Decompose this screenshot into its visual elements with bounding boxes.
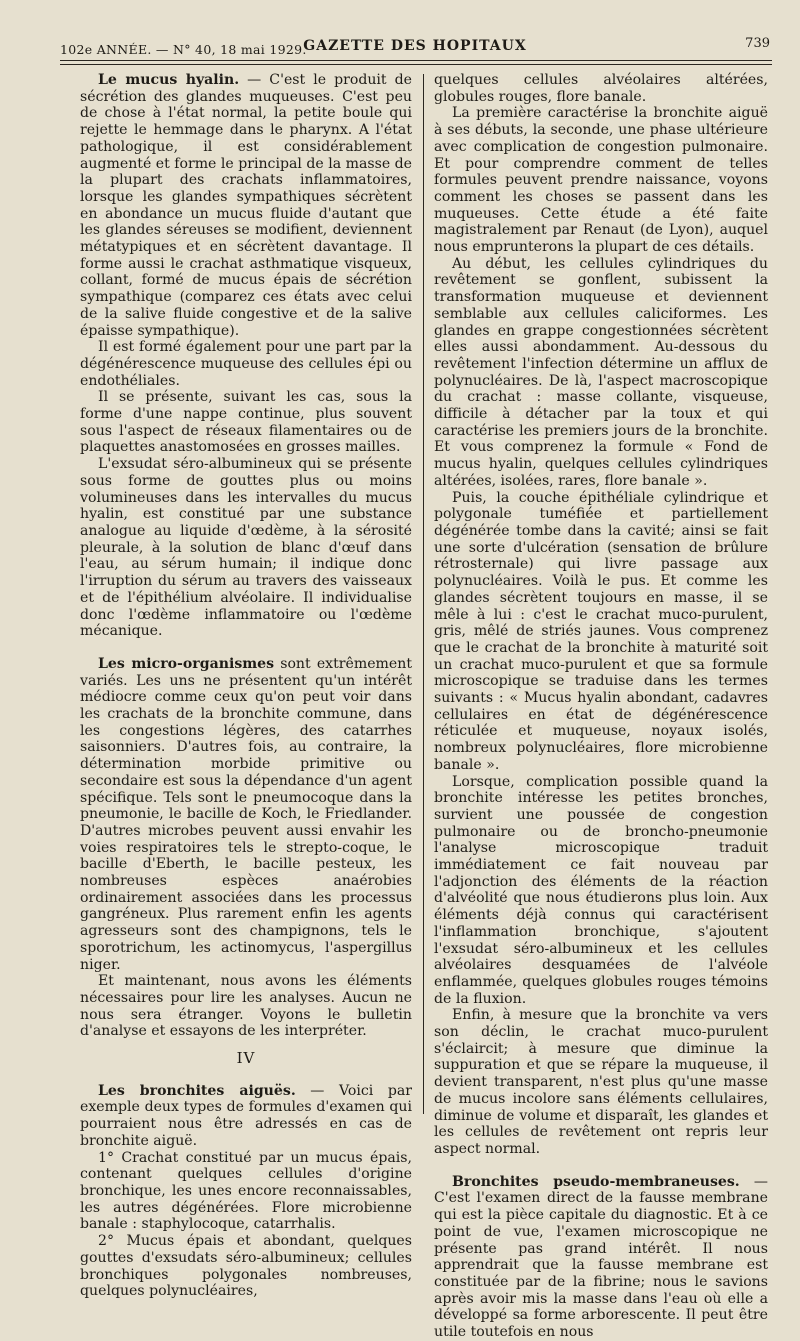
paragraph [434,1007,768,1157]
paragraph-text: Il se présente, suivant les cas, sous la forme d'une nappe continue, plus souvent sous l'aspect de réseaux filamentaires ou de plaquettes anastomosées en grosses mailles. [80,389,412,456]
paragraph [80,389,412,456]
paragraph-text: — C'est l'examen direct de la fausse membrane qui est la pièce capitale du diagnostic. Et à ce point de vue, l'examen microscopique ne présente pas grand intérêt. Il nous apprendrait que la fausse membrane est constituée par de la fibrine; nous le savions après avoir mis la masse dans l'eau où elle a développé sa forme arborescente. Il peut être utile toutefois en nous [434,1173,768,1341]
header-rule [60,60,772,61]
right-column [434,72,768,1341]
paragraph-lead: Bronchites pseudo-membraneuses. [452,1173,740,1190]
paragraph [80,973,412,1040]
paragraph-lead: Le mucus hyalin. [98,72,240,88]
page-header [60,34,770,62]
paragraph [80,1150,412,1234]
paragraph [434,72,768,105]
paragraph-text: Enfin, à mesure que la bronchite va vers son déclin, le crachat muco-purulent s'éclaircit; à mesure que diminue la suppuration et que se répare la muqueuse, il devient transparent, n'est plus qu'une masse de mucus incolore sans éléments cellulaires, diminue de volume et disparaît, les glandes et les cellules de revêtement ont repris leur aspect normal. [434,1007,768,1157]
paragraph-text: Au début, les cellules cylindriques du revêtement se gonflent, subissent la transformation muqueuse et deviennent semblable aux cellules caliciformes. Les glandes en grappe congestionnées sécrètent elles aussi abondamment. Au-dessous du revêtement l'infection détermine un afflux de polynucléaires. De là, l'aspect macroscopique du crachat : masse collante, visqueuse, difficile à détacher par la toux et qui caractérise les premiers jours de la bronchite. Et vous comprenez la formule « Fond de mucus hyalin, quelques cellules cylindriques altérées, isolées, rares, flore banale ». [434,255,768,489]
column-separator [423,74,424,1114]
paragraph-text: La première caractérise la bronchite aiguë à ses débuts, la seconde, une phase ultérieure avec complication de congestion pulmonaire. Et pour comprendre comment de telles formules peuvent prendre naissance, voyons comment les choses se passent dans les muqueuses. Cette étude a été faite magistralement par Renaut (de Lyon), auquel nous emprunterons la plupart de ces détails. [434,105,768,256]
paragraph [80,456,412,640]
left-column [80,72,412,1300]
paragraph-lead: Les micro-organismes [98,655,275,672]
paragraph-lead: Les bronchites aiguës. [98,1082,296,1099]
paragraph-text: Puis, la couche épithéliale cylindrique et polygonale tuméfiée et partiellement dégénérée tombe dans la cavité; ainsi se fait une sorte d'ulcération (sensation de brûlure rétrosternale) qui livre passage aux polynucléaires. Voilà le pus. Et comme les glandes sécrètent toujours en masse, il se mêle à lui : c'est le crachat muco-purulent, gris, mêlé de striés jaunes. Vous comprenez que le crachat de la bronchite à maturité soit un crachat muco-purulent et que sa formule microscopique se traduise dans les termes suivants : « Mucus hyalin abondant, cadavres cellulaires en état de dégénérescence réticulée et muqueuse, noyaux isolés, nombreux polynucléaires, flore microbienne banale ». [434,489,768,773]
paragraph-text: Et maintenant, nous avons les éléments nécessaires pour lire les analyses. Aucun ne nous sera étranger. Voyons le bulletin d'analyse et essayons de les interpréter. [80,973,412,1040]
page-number: 739 [745,36,770,51]
paragraph [434,256,768,490]
paragraph [80,1233,412,1300]
paragraph-text: 1° Crachat constitué par un mucus épais, contenant quelques cellules d'origine bronchique, les unes encore reconnaissables, les autres dégénérées. Flore microbienne banale : staphylocoque, catarrhalis. [80,1149,412,1233]
paragraph-text: 2° Mucus épais et abondant, quelques gouttes d'exsudats séro-albumineux; cellules bronchiques polygonales nombreuses, quelques polynucléaires, [80,1233,412,1300]
header-rule-thin [60,64,772,65]
paragraph-text: L'exsudat séro-albumineux qui se présente sous forme de gouttes plus ou moins volumineuses dans les intervalles du mucus hyalin, est constitué par une substance analogue au liquide d'œdème, à la sérosité pleurale, à la solution de blanc d'œuf dans l'eau, au sérum humain; il indique donc l'irruption du sérum au travers des vaisseaux et de l'épithélium alvéolaire. Il individualise donc l'œdème inflammatoire ou l'œdème mécanique. [80,456,412,640]
section-heading: IV [236,1049,256,1068]
paragraph [434,774,768,1008]
paragraph [434,105,768,255]
paragraph [434,490,768,774]
paragraph [80,1083,412,1150]
issue-info: 102e ANNÉE. — N° 40, 18 mai 1929. [60,42,307,57]
paragraph-text: Il est formé également pour une part par la dégénérescence muqueuse des cellules épi ou endothéliales. [80,339,412,389]
paragraph-text: — C'est le produit de sécrétion des glandes muqueuses. C'est peu de chose à l'état normal, la petite boule qui rejette le hemmage dans le pharynx. A l'état pathologique, il est considérablement augmenté et forme le principal de la masse de la plupart des crachats inflammatoires, lorsque les glandes sympathiques sécrètent en abondance un mucus fluide d'autant que les glandes séreuses se modifient, deviennent métatypiques et en sécrètent davantage. Il forme aussi le crachat asthmatique visqueux, collant, formé de mucus épais de sécrétion sympathique (comparez ces états avec celui de la salive fluide congestive et de la salive épaisse sympathique). [80,72,413,339]
journal-title: GAZETTE DES HOPITAUX [303,38,527,54]
paragraph-text: — Voici par exemple deux types de formules d'examen qui pourraient nous être adressés en cas de bronchite aiguë. [80,1082,412,1149]
paragraph [80,339,412,389]
paragraph-text: quelques cellules alvéolaires altérées, globules rouges, flore banale. [434,72,768,105]
paragraph-text: Lorsque, complication possible quand la bronchite intéresse les petites bronches, survient une poussée de congestion pulmonaire ou de broncho-pneumonie l'analyse microscopique traduit immédiatement ce fait nouveau par l'adjonction des éléments de la réaction d'alvéolité que nous étudierons plus loin. Aux éléments déjà connus qui caractérisent l'inflammation bronchique, s'ajoutent l'exsudat séro-albumineux et les cellules alvéolaires desquamées de l'alvéole enflammée, quelques globules rouges témoins de la fluxion. [434,773,768,1007]
paragraph [80,656,412,973]
paragraph-text: sont extrêmement variés. Les uns ne présentent qu'un intérêt médiocre comme ceux qu'on peut voir dans les crachats de la bronchite commune, dans les congestions légères, des catarrhes saisonniers. D'autres fois, au contraire, la détermination morbide primitive ou secondaire est sous la dépendance d'un agent spécifique. Tels sont le pneumocoque dans la pneumonie, le bacille de Koch, le Friedlander. D'autres microbes peuvent aussi envahir les voies respiratoires tels le strepto-coque, le bacille d'Eberth, le bacille pesteux, les nombreuses espèces anaérobies ordinairement associées dans les processus gangréneux. Plus rarement enfin les agents agresseurs sont des champignons, tels le sporotrichum, les actinomycus, l'aspergillus niger. [80,655,413,973]
paragraph [434,1174,768,1341]
paragraph [80,72,412,339]
